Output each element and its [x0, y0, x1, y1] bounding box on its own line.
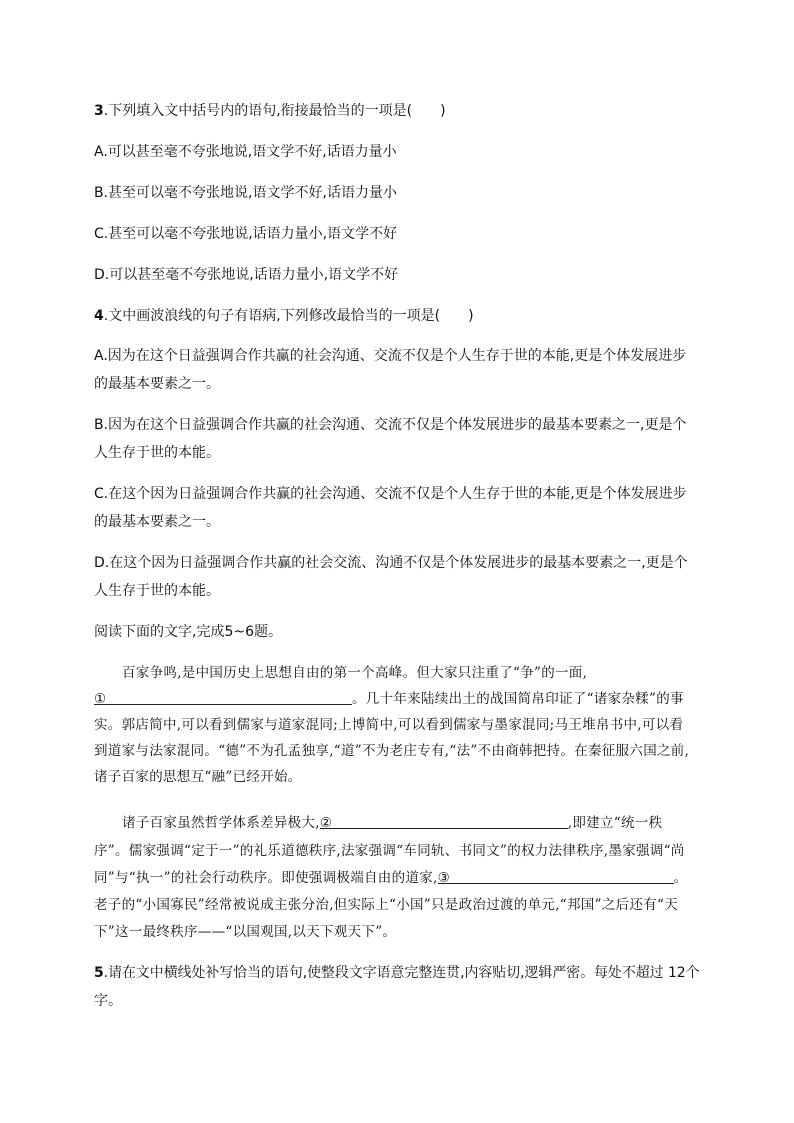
q4-option-c-line2: 的最基本要素之一。: [94, 514, 220, 530]
q3-number: 3: [94, 103, 104, 119]
q5-stem-text: .请在文中横线处补写恰当的语句,使整段文字语意完整连贯,内容贴切,逻辑严密。每处不超过 12个: [103, 965, 700, 981]
blank-2-marker: ②: [319, 815, 333, 831]
passage-p2-line1-after: ,即建立“统一秩: [567, 815, 663, 831]
q5-stem-line2: 字。: [94, 993, 122, 1009]
blank-1-marker: ①: [94, 691, 107, 707]
q4-stem: [94, 307, 474, 325]
passage-p1-line3: 实。郭店简中,可以看到儒家与道家混同;上博简中,可以看到儒家与墨家混同;马王堆帛书中,可以看: [94, 717, 684, 733]
passage-p1-line1: 百家争鸣,是中国历史上思想自由的第一个高峰。但大家只注重了“争”的一面,: [122, 665, 588, 681]
answer-blank-2[interactable]: [320, 814, 568, 829]
q4-option-b-line1: B.因为在这个日益强调合作共赢的社会沟通、交流不仅是个体发展进步的最基本要素之一,更是个: [94, 417, 687, 433]
q4-option-a-line2: 的最基本要素之一。: [94, 376, 220, 392]
q3-option-b: B.甚至可以毫不夸张地说,语文学不好,话语力量小: [94, 185, 397, 201]
q3-stem: [94, 102, 446, 120]
passage-p2-line5: 下”这一最终秩序——“以国观国,以天下观天下”。: [94, 924, 397, 940]
passage-p1-line5: 诸子百家的思想互“融”已经开始。: [94, 769, 302, 785]
passage-p1-line4: 到道家与法家混同。“德”不为孔孟独享,“道”不为老庄专有,“法”不由商韩把持。在秦征服六国之前,: [94, 743, 690, 759]
passage-p2-line1-text: 诸子百家虽然哲学体系差异极大,: [122, 815, 320, 831]
passage-p2-line3-after: 。: [673, 870, 688, 886]
answer-blank-3[interactable]: [438, 869, 674, 884]
answer-blank-1[interactable]: [94, 690, 352, 705]
passage-p2-line3: [94, 869, 687, 887]
q5-number: 5: [94, 965, 104, 981]
passage-p2-line4: 老子的“小国寡民”经常被说成主张分治,但实际上“小国”只是政治过渡的单元,“邦国”之后还有“天: [94, 897, 678, 913]
q3-option-c: C.甚至可以毫不夸张地说,话语力量小,语文学不好: [94, 226, 398, 242]
passage-p2-line3-text: 同”与“执一”的社会行动秩序。即使强调极端自由的道家,: [94, 870, 438, 886]
passage-p1-line2: [94, 690, 684, 708]
q4-option-d-line2: 人生存于世的本能。: [94, 583, 220, 599]
passage-p2-line1: [122, 814, 662, 832]
q4-option-c-line1: C.在这个因为日益强调合作共赢的社会沟通、交流不仅是个人生存于世的本能,更是个体发展进步: [94, 486, 687, 502]
q3-option-a: A.可以甚至毫不夸张地说,语文学不好,话语力量小: [94, 144, 397, 160]
passage-p2-line2: 序”。儒家强调“定于一”的礼乐道德秩序,法家强调“车同轨、书同文”的权力法律秩序,墨家强调“尚: [94, 843, 685, 859]
q4-number: 4: [94, 308, 104, 324]
q3-option-d: D.可以甚至毫不夸张地说,话语力量小,语文学不好: [94, 267, 399, 283]
passage-p1-line2-text: 。几十年来陆续出土的战国简帛印证了“诸家杂糅”的事: [352, 691, 684, 707]
q3-stem-text: .下列填入文中括号内的语句,衔接最恰当的一项是( ): [103, 103, 446, 119]
q5-stem-line1: [94, 964, 700, 982]
blank-3-marker: ③: [437, 870, 451, 886]
q4-option-d-line1: D.在这个因为日益强调合作共赢的社会交流、沟通不仅是个体发展进步的最基本要素之一,更是个: [94, 555, 688, 571]
q4-stem-text: .文中画波浪线的句子有语病,下列修改最恰当的一项是( ): [103, 308, 474, 324]
q4-option-b-line2: 人生存于世的本能。: [94, 445, 220, 461]
q4-option-a-line1: A.因为在这个日益强调合作共赢的社会沟通、交流不仅是个人生存于世的本能,更是个体发展进步: [94, 348, 687, 364]
reading-intro: 阅读下面的文字,完成5~6题。: [94, 624, 282, 640]
